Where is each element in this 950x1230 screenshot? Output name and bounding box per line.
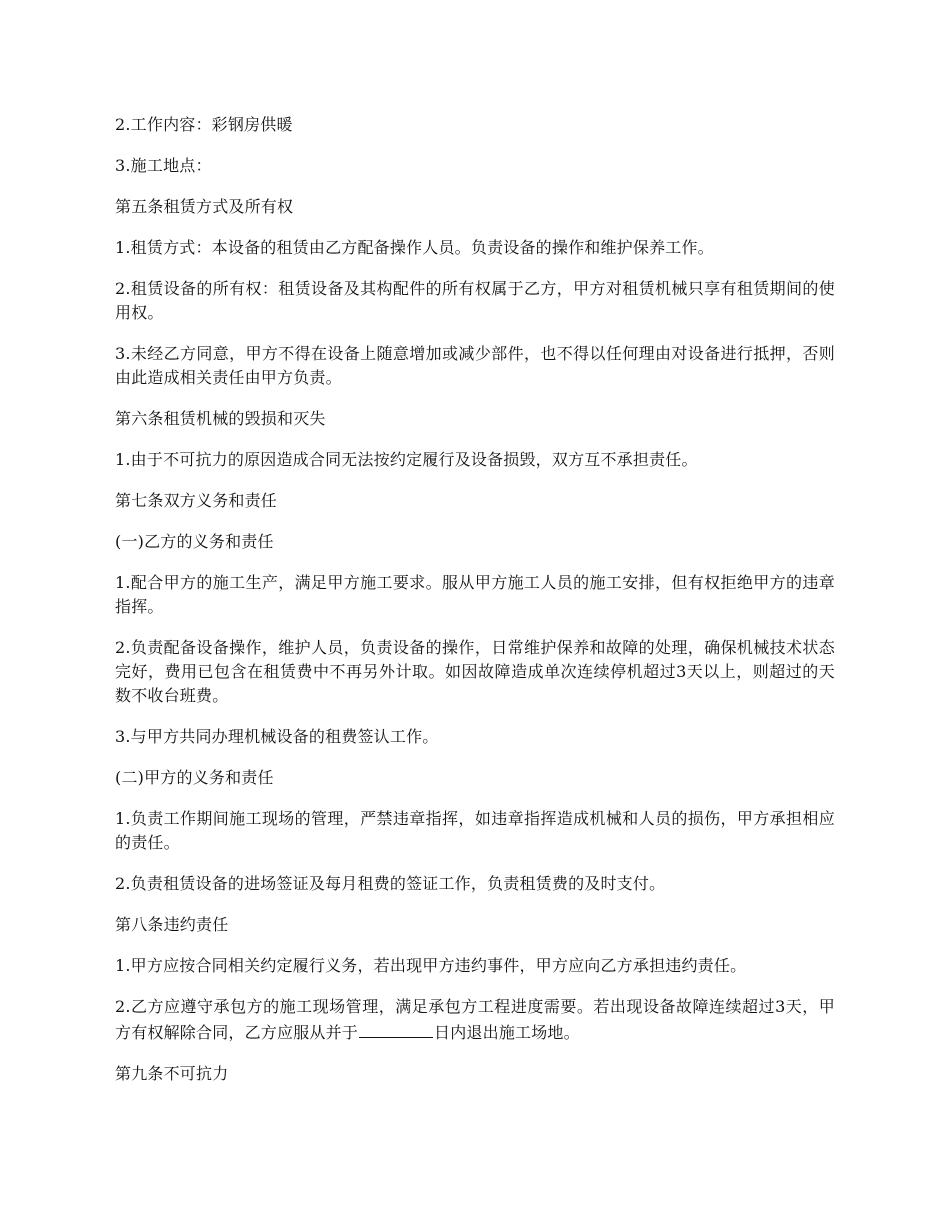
section-heading-article-8: 第八条违约责任: [115, 915, 229, 934]
paragraph-force-majeure-damage: 1.由于不可抗力的原因造成合同无法按约定履行及设备损毁，双方互不承担责任。: [115, 450, 698, 469]
section-heading-article-5: 第五条租赁方式及所有权: [115, 197, 294, 216]
paragraph-ownership: 2.租赁设备的所有权：租赁设备及其构配件的所有权属于乙方，甲方对租赁机械只享有租赁期间的使用权。: [115, 279, 835, 322]
paragraph-site-management: 1.负责工作期间施工现场的管理，严禁违章指挥，如违章指挥造成机械和人员的损伤，甲方承担相应的责任。: [115, 809, 835, 852]
paragraph-party-b-breach-text-after: 日内退出施工场地。: [434, 1023, 580, 1042]
paragraph-operation-maintenance: 2.负责配备设备操作，维护人员，负责设备的操作，日常维护保养和故障的处理，确保机械技术状态完好，费用已包含在租赁费中不再另外计取。如因故障造成单次连续停机超过3天以上，则超过的天数不收台班费。: [115, 638, 835, 705]
subheading-party-a-duties: (二)甲方的义务和责任: [115, 768, 274, 787]
paragraph-entry-visa-payment: 2.负责租赁设备的进场签证及每月租费的签证工作，负责租赁费的及时支付。: [115, 874, 666, 893]
days-blank-field: [359, 1019, 433, 1038]
paragraph-work-content: 2.工作内容：彩钢房供暖: [115, 115, 293, 134]
paragraph-cooperate-construction: 1.配合甲方的施工生产，满足甲方施工要求。服从甲方施工人员的施工安排，但有权拒绝甲方的违章指挥。: [115, 573, 835, 616]
paragraph-no-modification: 3.未经乙方同意，甲方不得在设备上随意增加或减少部件，也不得以任何理由对设备进行抵押，否则由此造成相关责任由甲方负责。: [115, 344, 835, 387]
paragraph-party-a-breach: 1.甲方应按合同相关约定履行义务，若出现甲方违约事件，甲方应向乙方承担违约责任。: [115, 956, 747, 975]
paragraph-lease-method: 1.租赁方式：本设备的租赁由乙方配备操作人员。负责设备的操作和维护保养工作。: [115, 238, 714, 257]
paragraph-site-location: 3.施工地点：: [115, 156, 212, 175]
paragraph-fee-confirmation: 3.与甲方共同办理机械设备的租费签认工作。: [115, 727, 439, 746]
section-heading-article-9: 第九条不可抗力: [115, 1064, 229, 1083]
subheading-party-b-duties: (一)乙方的义务和责任: [115, 532, 274, 551]
section-heading-article-7: 第七条双方义务和责任: [115, 491, 278, 510]
section-heading-article-6: 第六条租赁机械的毁损和灭失: [115, 409, 326, 428]
paragraph-party-b-breach-text-before: 2.乙方应遵守承包方的施工现场管理，满足承包方工程进度需要。若出现设备故障连续超过3天，甲方有权解除合同，乙方应服从并于: [115, 997, 835, 1042]
paragraph-party-b-breach: [115, 995, 835, 1045]
